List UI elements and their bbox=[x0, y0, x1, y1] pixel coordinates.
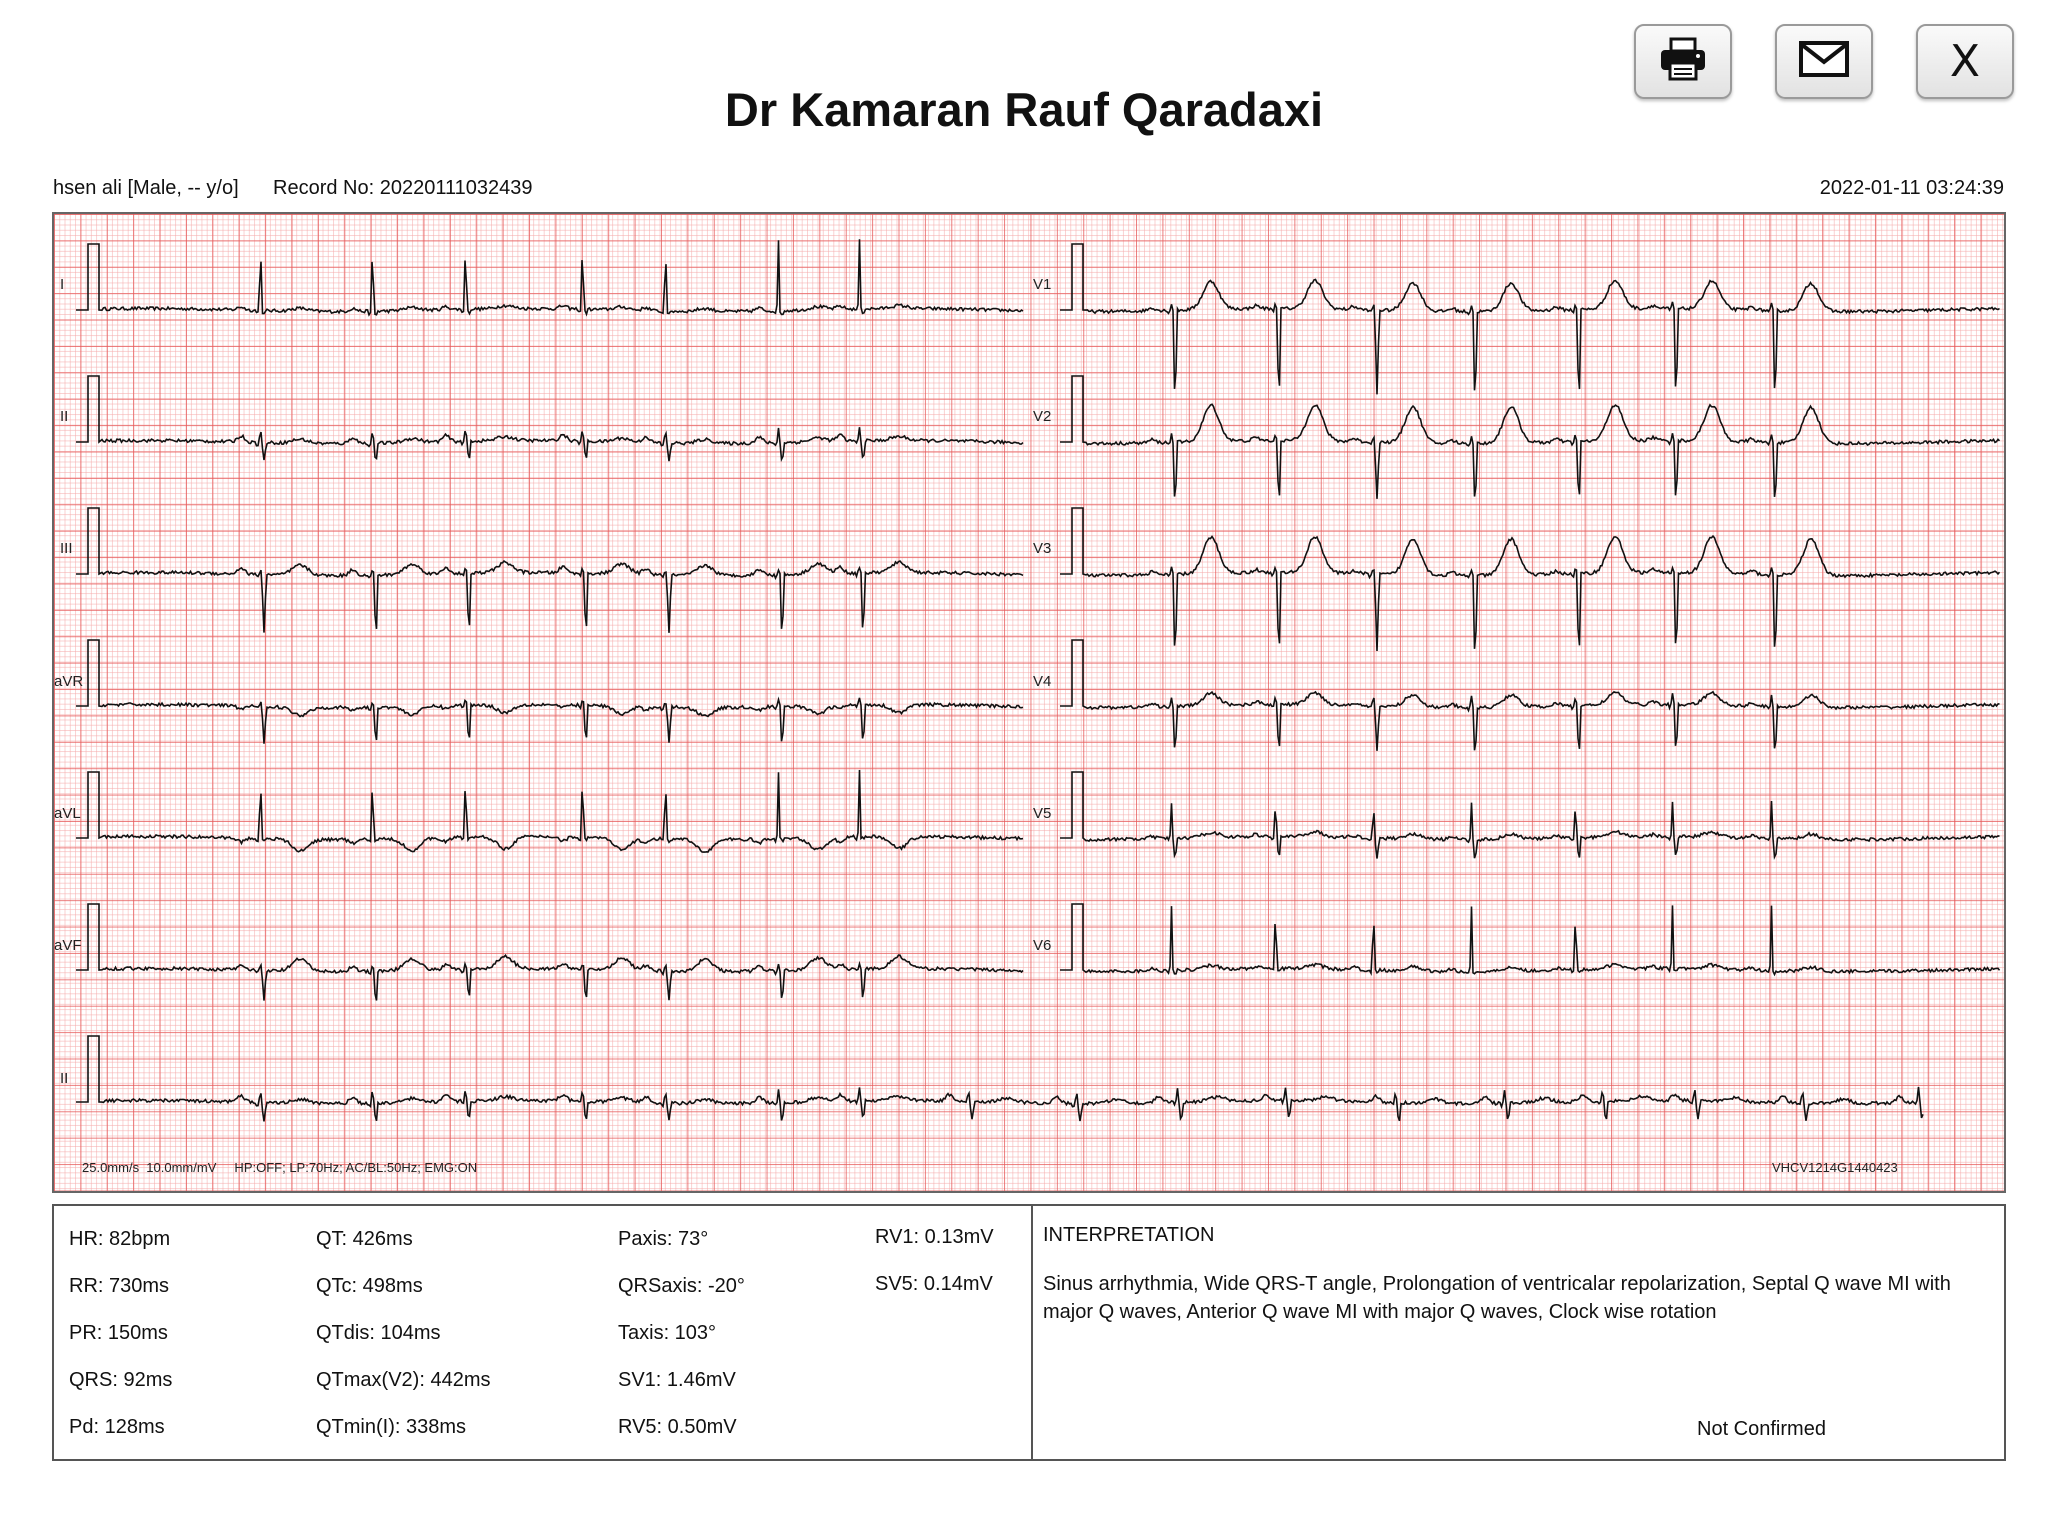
printer-icon bbox=[1658, 36, 1708, 87]
ecg-settings: 25.0mm/s 10.0mm/mV HP:OFF; LP:70Hz; AC/BL:50Hz; EMG:ON bbox=[82, 1160, 478, 1175]
lead-label-v2: V2 bbox=[1033, 408, 1052, 425]
measure-qtc: QTc: 498ms bbox=[316, 1275, 423, 1297]
ecg-chart bbox=[52, 212, 2006, 1193]
ecg-trace bbox=[76, 376, 1023, 461]
device-id: VHCV1214G1440423 bbox=[1772, 1160, 1898, 1175]
measure-qtdis: QTdis: 104ms bbox=[316, 1322, 441, 1344]
record-number: Record No: 20220111032439 bbox=[273, 177, 533, 199]
interpretation-text: Sinus arrhythmia, Wide QRS-T angle, Prolongation of ventricalar repolarization, Septal Q wave MI with major Q waves, Anterior Q wave MI with major Q waves, Clock wise rotation bbox=[1043, 1273, 1951, 1323]
ecg-trace bbox=[1060, 772, 2000, 859]
ecg-trace bbox=[76, 640, 1023, 744]
lead-label-v6: V6 bbox=[1033, 937, 1052, 954]
interpretation-title: INTERPRETATION bbox=[1043, 1224, 1215, 1246]
ecg-trace bbox=[76, 904, 1023, 1001]
lead-label-v3: V3 bbox=[1033, 540, 1052, 557]
page-title: Dr Kamaran Rauf Qaradaxi bbox=[724, 83, 1324, 136]
ecg-trace bbox=[1060, 244, 2000, 394]
measure-rv5: RV5: 0.50mV bbox=[618, 1416, 737, 1438]
confirmation-status: Not Confirmed bbox=[1697, 1418, 1826, 1440]
measure-sv1: SV1: 1.46mV bbox=[618, 1369, 736, 1391]
envelope-icon bbox=[1798, 40, 1850, 83]
record-datetime: 2022-01-11 03:24:39 bbox=[1819, 177, 2004, 199]
measure-hr: HR: 82bpm bbox=[69, 1228, 171, 1250]
close-button[interactable] bbox=[1916, 24, 2014, 99]
lead-label-iii: III bbox=[60, 540, 73, 557]
ecg-trace bbox=[76, 770, 1023, 852]
patient-info: hsen ali [Male, -- y/o] bbox=[53, 177, 239, 199]
measurements-panel bbox=[52, 1204, 2006, 1461]
measure-qtmax: QTmax(V2): 442ms bbox=[316, 1369, 491, 1391]
lead-label-v4: V4 bbox=[1033, 673, 1052, 690]
ecg-trace bbox=[1060, 640, 2000, 751]
measure-paxis: Paxis: 73° bbox=[618, 1228, 709, 1250]
measure-taxis: Taxis: 103° bbox=[618, 1322, 717, 1344]
panel-divider bbox=[1031, 1206, 1033, 1459]
ecg-trace bbox=[1060, 508, 2000, 651]
ecg-trace bbox=[76, 508, 1023, 633]
close-icon: X bbox=[1949, 36, 1981, 87]
measure-rr: RR: 730ms bbox=[69, 1275, 170, 1297]
ecg-trace bbox=[76, 239, 1023, 314]
measure-qrsaxis: QRSaxis: -20° bbox=[618, 1275, 745, 1297]
ecg-trace bbox=[1060, 376, 2000, 499]
measure-pr: PR: 150ms bbox=[69, 1322, 168, 1344]
measure-sv5: SV5: 0.14mV bbox=[875, 1273, 993, 1295]
measure-rv1: RV1: 0.13mV bbox=[875, 1226, 994, 1248]
lead-label-ii: II bbox=[60, 408, 69, 425]
lead-label-v1: V1 bbox=[1033, 276, 1052, 293]
measure-qt: QT: 426ms bbox=[316, 1228, 413, 1250]
measure-pd: Pd: 128ms bbox=[69, 1416, 165, 1438]
ecg-trace bbox=[76, 1036, 1923, 1121]
lead-label-rhythm-ii: II bbox=[60, 1070, 69, 1087]
lead-label-v5: V5 bbox=[1033, 805, 1052, 822]
lead-label-avl: aVL bbox=[54, 805, 81, 822]
email-button[interactable] bbox=[1775, 24, 1873, 99]
measure-qtmin: QTmin(I): 338ms bbox=[316, 1416, 467, 1438]
lead-label-avf: aVF bbox=[54, 937, 82, 954]
ecg-trace bbox=[1060, 904, 2000, 975]
ecg-traces bbox=[54, 214, 2004, 1191]
lead-label-i: I bbox=[60, 276, 65, 293]
print-button[interactable] bbox=[1634, 24, 1732, 99]
lead-label-avr: aVR bbox=[54, 673, 84, 690]
measure-qrs: QRS: 92ms bbox=[69, 1369, 173, 1391]
